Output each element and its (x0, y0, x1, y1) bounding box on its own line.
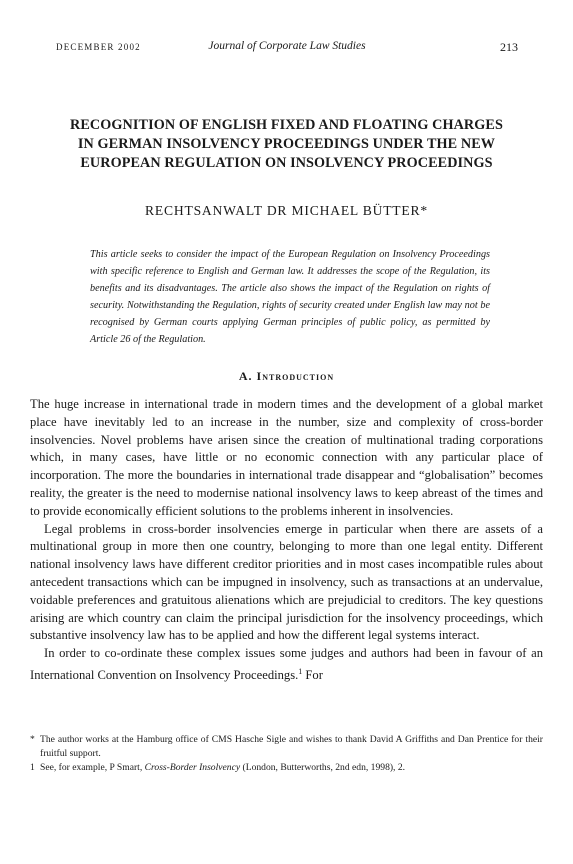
footnote-1 (30, 761, 543, 775)
footnote-text: See, for example, P Smart, (40, 762, 145, 774)
footnote-text: The author works at the Hamburg office of CMS Hasche Sigle and wishes to thank David A Griffiths and Dan Prentice for their fruitful support. (40, 734, 543, 760)
paragraph: Legal problems in cross-border insolvencies emerge in particular when there are assets of a multinational group in more then one country, belonging to more than one legal entity. Different national insolvency laws have different creditor priorities and in most cases incompatible rules about antecedent transactions which can be impugned in insolvency, such as transactions at an undervalue, voidable preferences and gratuitous alienations which are prejudicial to creditors. The key questions arising are which country can claim the principal jurisdiction for the insolvency proceedings, which substantive insolvency law has to be applied and how the different legal systems interact. (30, 521, 543, 643)
title-line: RECOGNITION OF ENGLISH FIXED AND FLOATING CHARGES (70, 117, 503, 133)
article-title (40, 116, 533, 173)
paragraph-text-tail: For (302, 668, 323, 683)
paragraph: The huge increase in international trade in modern times and the development of a global market place have inevitably led to an increase in the number, size and complexity of cross-border insolvencies. Novel problems have arisen since the creation of multinational trading corporations which, in many cases, have little or no economic connection with any particular place of incorporation. The more the boundaries in international trade disappear and “globalisation” becomes reality, the greater is the need to modernise national insolvency laws to keep abreast of the times and to provide economically efficient solutions to the problems inherent in insolvencies. (30, 397, 543, 518)
section-letter: A. (238, 369, 253, 383)
author-name: RECHTSANWALT DR MICHAEL BÜTTER* (145, 203, 428, 218)
footnote-mark: * (30, 734, 35, 745)
body-text (30, 396, 543, 685)
footnotes (30, 733, 543, 776)
page-number: 213 (500, 40, 518, 54)
title-line: EUROPEAN REGULATION ON INSOLVENCY PROCEEDINGS (80, 155, 493, 171)
paragraph (30, 645, 543, 685)
section-heading (40, 369, 533, 384)
footnote-author (30, 733, 543, 761)
paragraph-text: In order to co-ordinate these complex issues some judges and authors had been in favour of an International Convention on Insolvency Proceedings. (30, 646, 543, 683)
footnote-reference: 1 (298, 666, 303, 676)
title-line: IN GERMAN INSOLVENCY PROCEEDINGS UNDER THE NEW (77, 136, 496, 152)
running-header (56, 40, 518, 56)
abstract: This article seeks to consider the impact of the European Regulation on Insolvency Proceedings with specific reference to English and German law. It addresses the scope of the Regulation, its benefits and its disadvantages. The article also shows the impact of the Regulation on rights of security. Notwithstanding the Regulation, rights of security created under English law may not be recognised by German courts applying German principles of public policy, as permitted by Article 26 of the Regulation. (90, 249, 490, 346)
footnote-text: (London, Butterworths, 2nd edn, 1998), 2. (240, 762, 406, 774)
footnote-mark: 1 (30, 762, 35, 774)
section-title: Introduction (256, 369, 335, 383)
cited-title: Cross-Border Insolvency (144, 762, 241, 774)
journal-name: Journal of Corporate Law Studies (208, 40, 366, 52)
issue-date: DECEMBER 2002 (56, 42, 141, 52)
